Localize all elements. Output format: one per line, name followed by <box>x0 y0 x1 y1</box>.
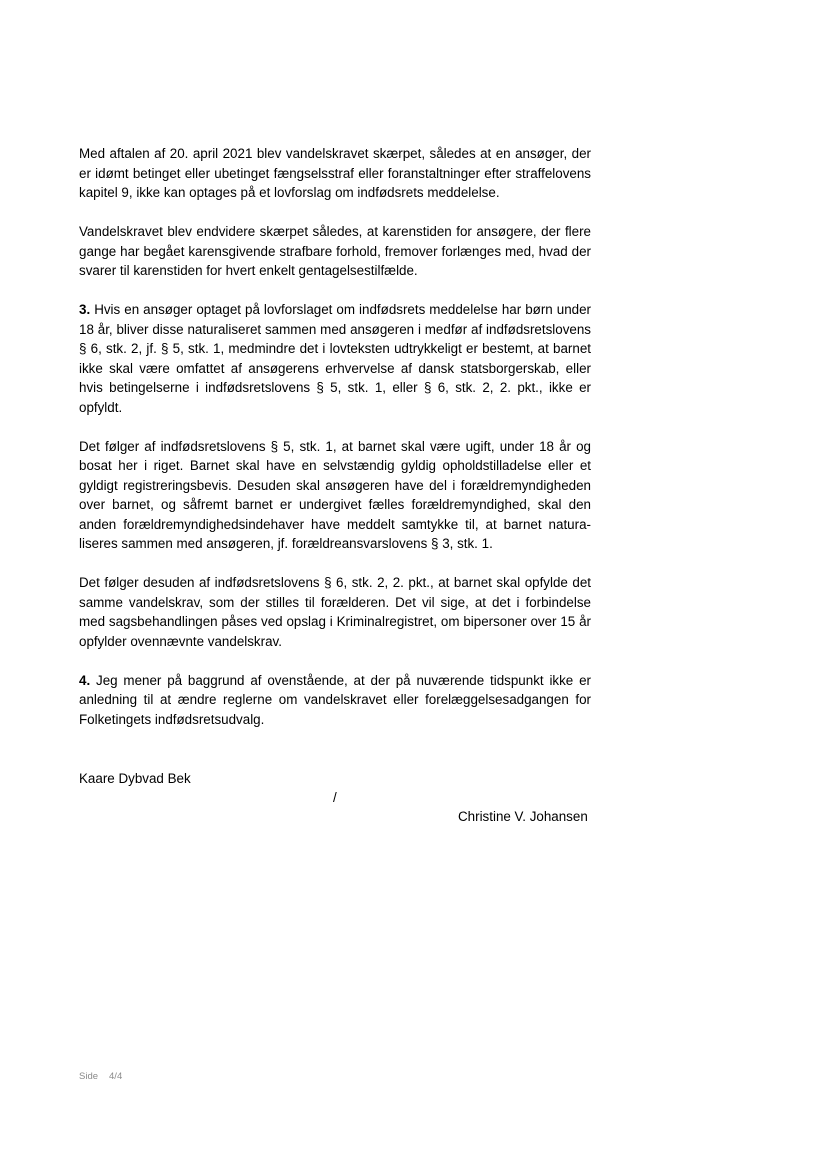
paragraph-1-text: Med aftalen af 20. april 2021 blev vandelskravet skærpet, således at en ansøger, der er idømt betinget eller ubetinget fængselsstraf eller foranstaltninger efter straffelovens kapitel 9, ikke kan optages på et lovforslag om indfødsrets meddelelse. <box>79 146 591 200</box>
paragraph-5 <box>79 573 591 651</box>
paragraph-3-number: 3. <box>79 302 91 317</box>
footer-label: Side <box>79 1071 99 1082</box>
paragraph-6-number: 4. <box>79 672 91 688</box>
paragraph-5-text: Det følger desuden af indfødsretslovens § 6, stk. 2, 2. pkt., at barnet skal opfylde det samme vandelskrav, som der stilles til forælderen. Det vil sige, at det i forbindelse med sagsbehandlingen påses ved opslag i Kriminalregistret, om bipersoner over 15 år opfylder ovennævnte vandelskrav. <box>79 575 591 649</box>
paragraph-2 <box>79 222 591 281</box>
body-text <box>79 144 591 749</box>
paragraph-6-text: Jeg mener på baggrund af ovenstående, at der på nuværende tidspunkt ikke er anledning til at ændre reglerne om vandelskravet eller forelæggelsesadgangen for Folketingets indfødsretsudvalg. <box>79 672 591 727</box>
paragraph-3-text: Hvis en ansøger optaget på lovforslaget om indfødsrets meddelelse har børn under 18 år, bliver disse naturaliseret sammen med ansøgeren i medfør af indfødsretslovens § 6, stk. 2, jf. § 5, stk. 1, medmindre det i lovteksten udtrykkeligt er bestemt, at barnet ikke skal være omfattet af ansøgerens erhvervelse af dansk statsborgerskab, eller hvis betingelserne i indfødsretslovens § 5, stk. 1, eller § 6, stk. 2, 2. pkt., ikke er opfyldt. <box>79 302 591 415</box>
footer-page-number: 4/4 <box>109 1071 123 1082</box>
paragraph-2-text: Vandelskravet blev endvidere skærpet således, at karenstiden for ansøgere, der flere gange har begået karensgivende strafbare forhold, fremover forlænges med, hvad der svarer til karenstiden for hvert enkelt gentagelsestilfælde. <box>79 224 591 278</box>
page-footer <box>79 1071 122 1083</box>
signature-left: Kaare Dybvad Bek <box>79 771 191 786</box>
paragraph-4 <box>79 437 591 554</box>
paragraph-1 <box>79 144 591 203</box>
paragraph-6 <box>79 671 591 730</box>
signature-right: Christine V. Johansen <box>458 809 588 824</box>
paragraph-3 <box>79 300 591 417</box>
paragraph-4-text: Det følger af indfødsretslovens § 5, stk. 1, at barnet skal være ugift, under 18 år og bosat her i riget. Barnet skal have en selvstændig gyldig opholdstilladelse eller et gyldigt registreringsbevis. Desuden skal ansøgeren have del i forældremyndigheden over barnet, og såfremt barnet er undergivet fælles forældremyndighed, skal den anden forældremyndighedsindehaver have meddelt samtykke til, at barnet naturaliseres sammen med ansøgeren, jf. forældreansvarslovens § 3, stk. 1. <box>79 438 591 551</box>
signature-separator: / <box>333 790 337 805</box>
